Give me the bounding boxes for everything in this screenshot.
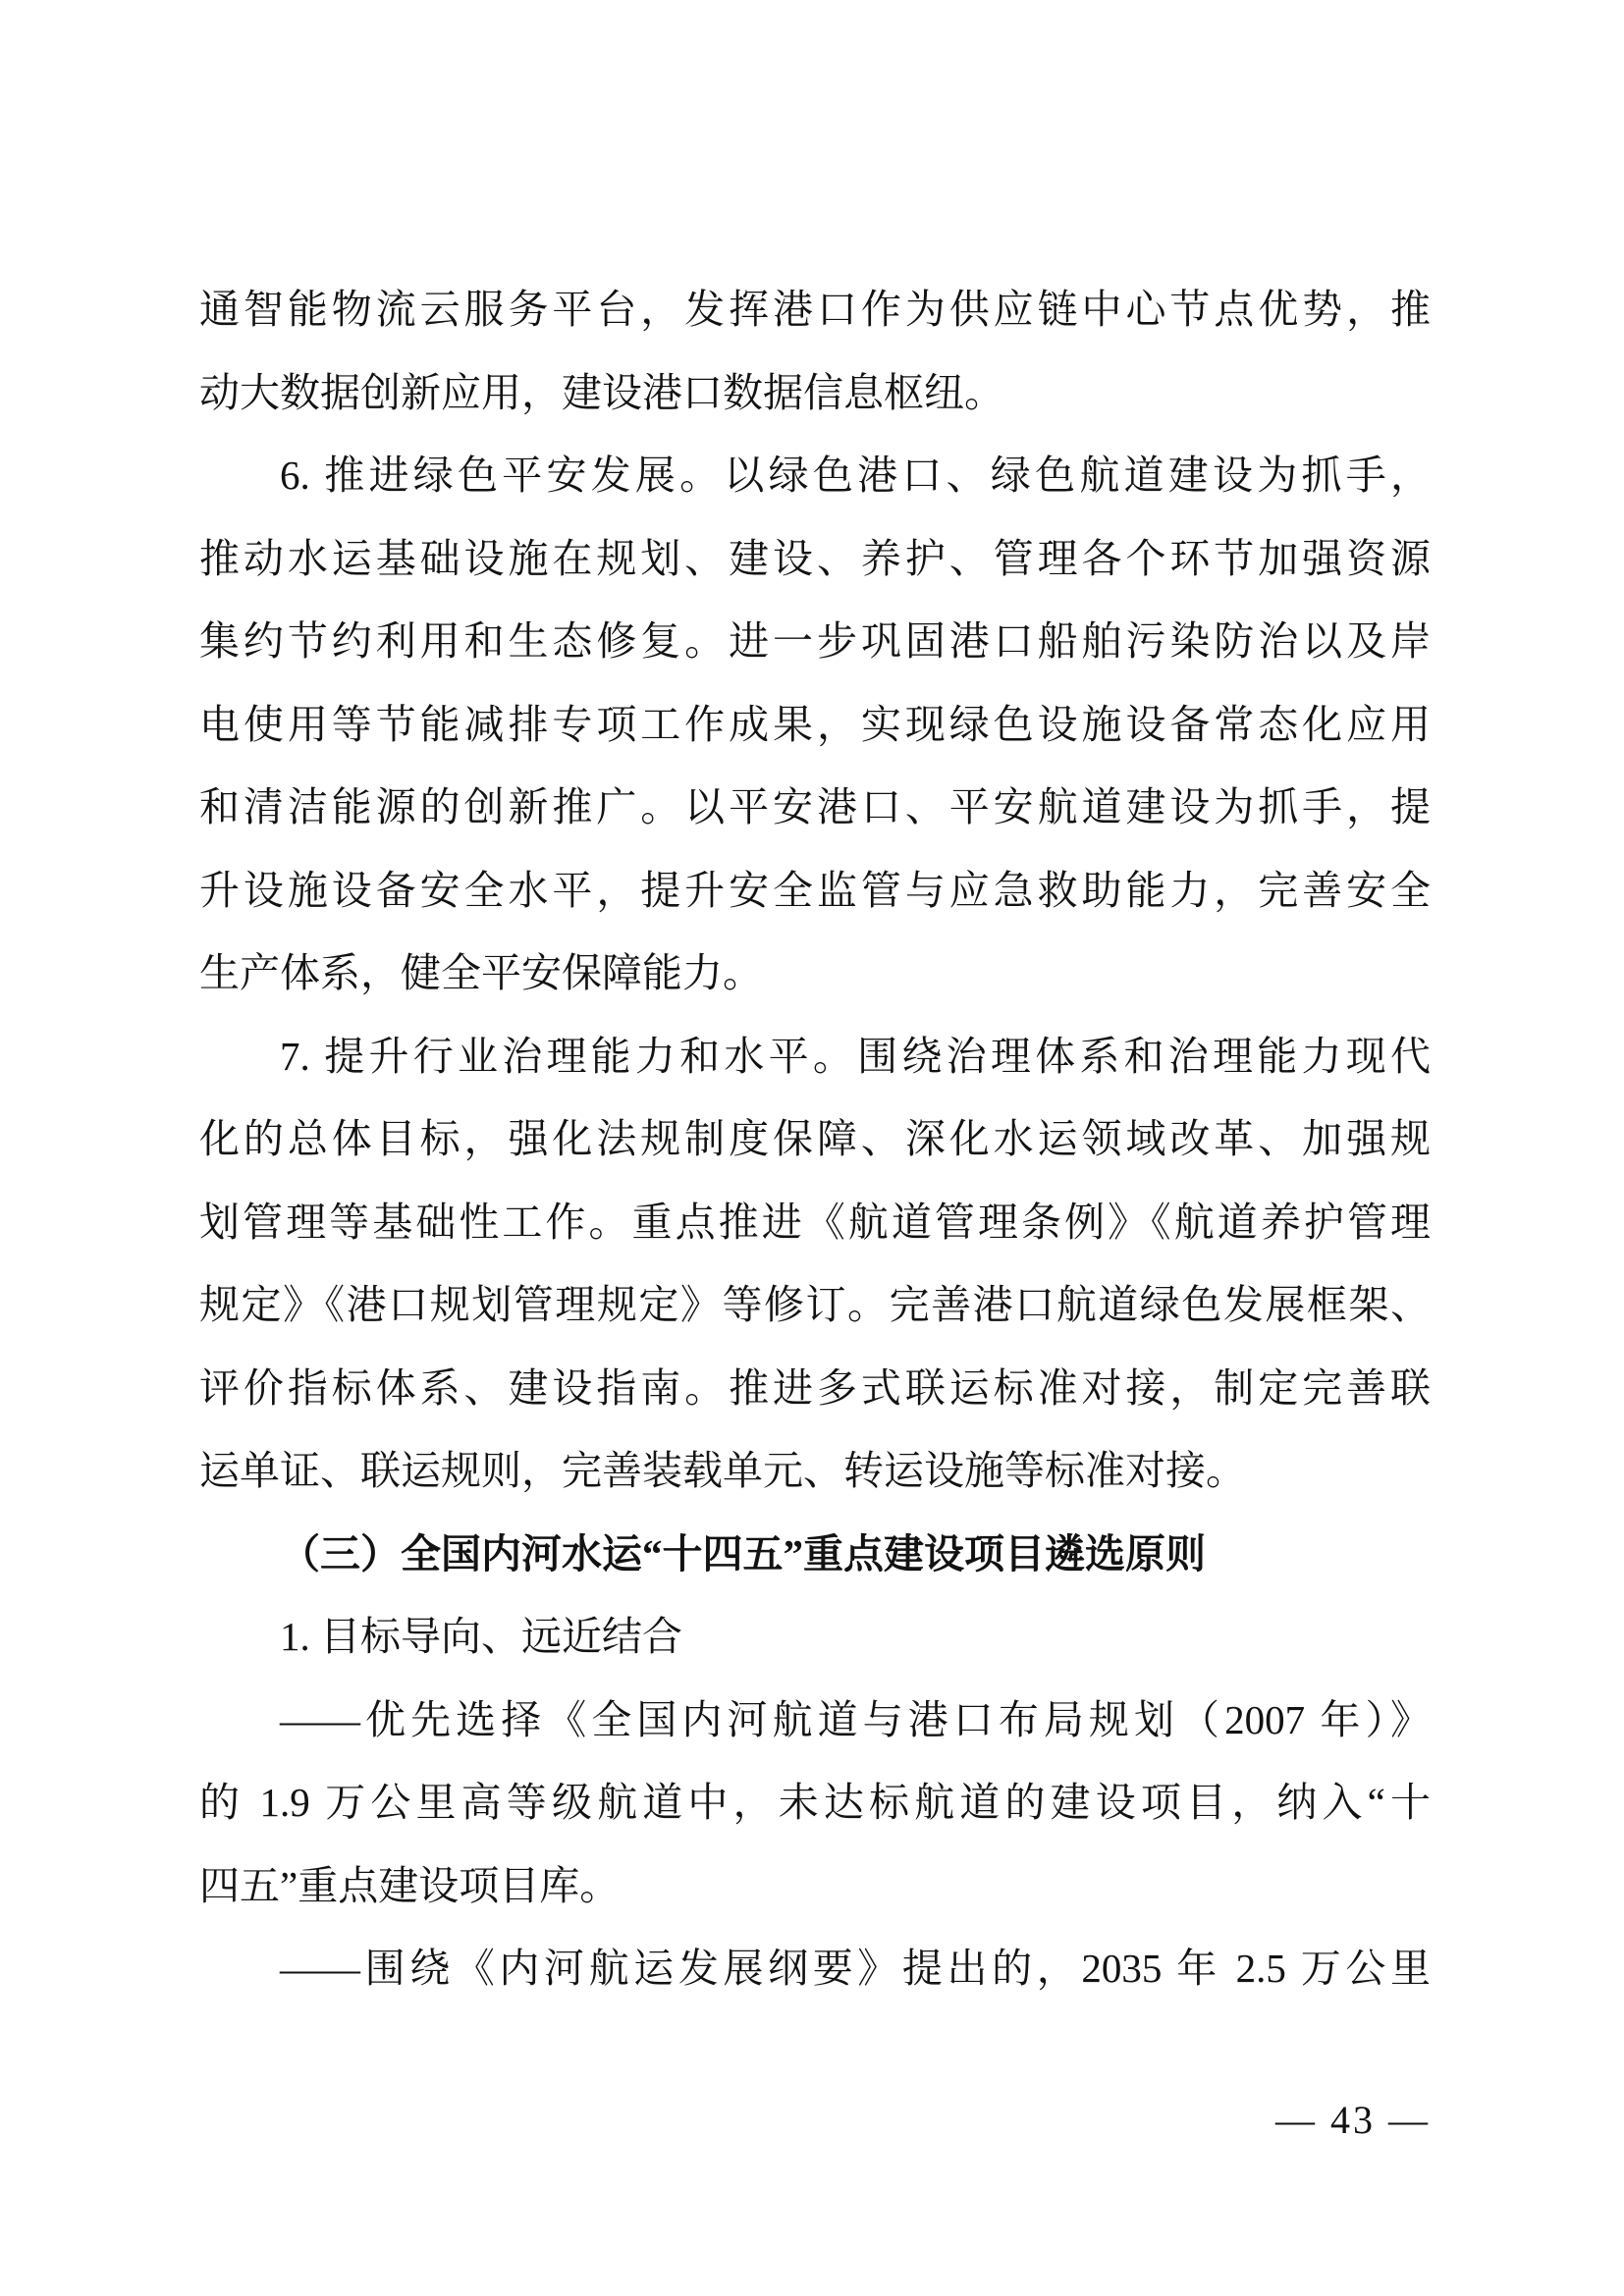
body-line: 6. 推进绿色平安发展。以绿色港口、绿色航道建设为抓手， — [280, 453, 1431, 498]
body-line: 规定》《港口规划管理规定》等修订。完善港口航道绿色发展框架、 — [199, 1282, 1431, 1327]
body-line: 动大数据创新应用，建设港口数据信息枢纽。 — [199, 369, 1004, 415]
body-line: 集约节约利用和生态修复。进一步巩固港口船舶污染防治以及岸 — [199, 618, 1431, 664]
body-line: 生产体系，健全平安保障能力。 — [199, 950, 763, 995]
body-line: 升设施设备安全水平，提升安全监管与应急救助能力，完善安全 — [199, 867, 1431, 913]
document-body — [199, 268, 1431, 2010]
body-line: 划管理等基础性工作。重点推进《航道管理条例》《航道养护管理 — [199, 1199, 1431, 1245]
body-line: 化的总体目标，强化法规制度保障、深化水运领域改革、加强规 — [199, 1116, 1431, 1161]
body-line: 和清洁能源的创新推广。以平安港口、平安航道建设为抓手，提 — [199, 784, 1431, 829]
body-line: 通智能物流云服务平台，发挥港口作为供应链中心节点优势，推 — [199, 287, 1431, 332]
body-line: 运单证、联运规则，完善装载单元、转运设施等标准对接。 — [199, 1448, 1246, 1493]
page-number: — 43 — — [1275, 2098, 1431, 2142]
body-line: 的 1.9 万公里高等级航道中，未达标航道的建设项目，纳入“十 — [199, 1780, 1431, 1825]
body-line: ——围绕《内河航运发展纲要》提出的，2035 年 2.5 万公里 — [280, 1946, 1431, 1991]
body-line: 7. 提升行业治理能力和水平。围绕治理体系和治理能力现代 — [280, 1033, 1431, 1079]
body-line: ——优先选择《全国内河航道与港口布局规划（2007 年）》 — [280, 1696, 1431, 1742]
body-line: 电使用等节能减排专项工作成果，实现绿色设施设备常态化应用 — [199, 701, 1431, 747]
body-line: 评价指标体系、建设指南。推进多式联运标准对接，制定完善联 — [199, 1364, 1431, 1411]
body-line: 1. 目标导向、远近结合 — [280, 1614, 682, 1659]
body-line: 四五”重点建设项目库。 — [199, 1862, 621, 1908]
body-line: 推动水运基础设施在规划、建设、养护、管理各个环节加强资源 — [199, 535, 1431, 581]
section-heading: （三）全国内河水运“十四五”重点建设项目遴选原则 — [280, 1530, 1206, 1576]
